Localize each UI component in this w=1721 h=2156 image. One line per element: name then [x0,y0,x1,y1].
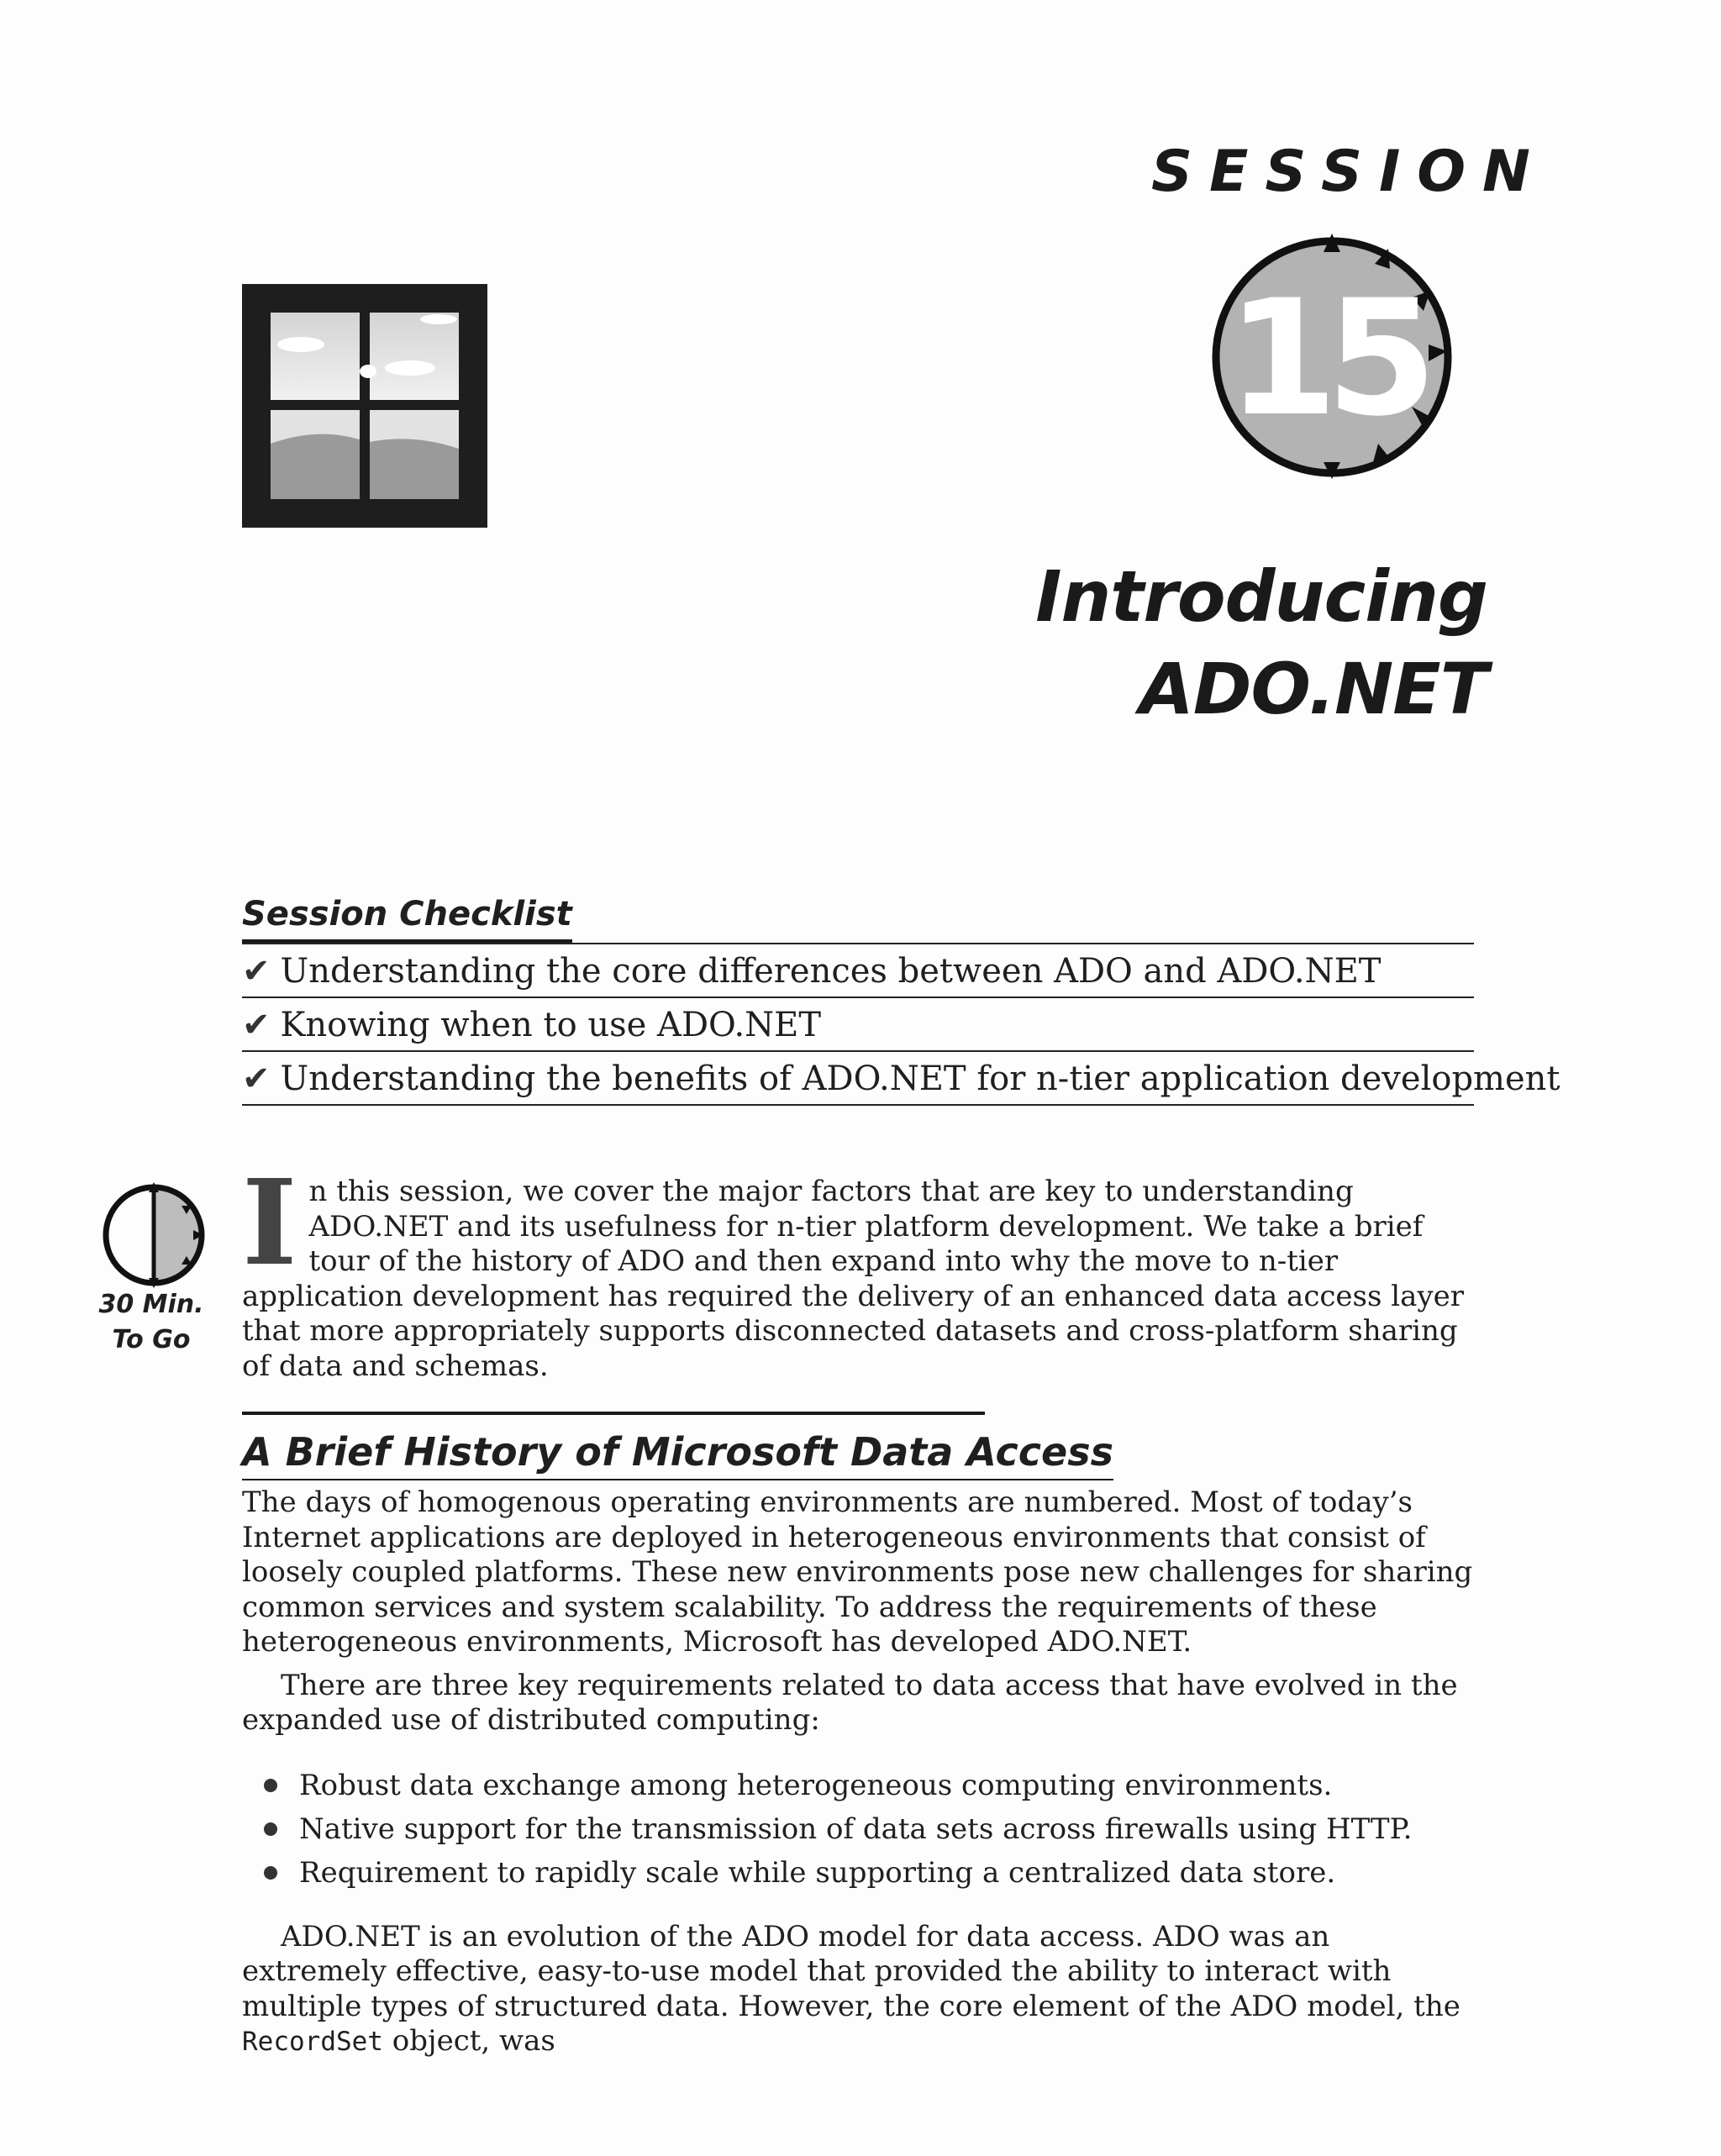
checklist-title: Session Checklist [242,891,572,943]
checklist-item [242,1052,1560,1106]
session-checklist [242,891,1560,1106]
session-label: SESSION [1151,139,1547,205]
list-item: Native support for the transmission of data sets across firewalls using HTTP. [242,1807,1474,1851]
checklist-item-text: Knowing when to use ADO.NET [280,1006,822,1044]
body-paragraph-3 [242,1920,1474,2060]
body-paragraph-2: There are three key requirements related to data access that have evolved in the expanded use of distributed computing: [242,1668,1458,1737]
list-item: Robust data exchange among heterogeneous computing environments. [242,1764,1474,1807]
checkmark-icon: ✔ [242,952,271,991]
session-number: 15 [1226,266,1426,451]
checkmark-icon: ✔ [242,1060,271,1098]
session-number-badge [1202,227,1462,487]
body-paragraph-3-text: ADO.NET is an evolution of the ADO model for data access. ADO was an extremely effective, easy-to-use model that provided the ability to interact with multiple types of structured data. However, the core element of the ADO model, the [242,1919,1460,2023]
list-item: Requirement to rapidly scale while supporting a centralized data store. [242,1851,1474,1895]
intro-text: n this session, we cover the major factors that are key to understanding ADO.NET and its usefulness for n-tier platform development. We take a brief tour of the history of ADO and then expand into why the move to n-tier application development has required the delivery of an enhanced data access layer that more appropriately supports disconnected datasets and cross-platform sharing of data and schemas. [242,1175,1464,1383]
checklist-items [242,943,1560,1106]
time-remaining-line-1: 30 Min. [98,1290,204,1319]
code-recordset: RecordSet [242,2027,383,2057]
section-heading: A Brief History of Microsoft Data Access [242,1415,1113,1480]
body-paragraph-1: The days of homogenous operating environments are numbered. Most of today’s Internet applications are deployed in heterogeneous environments that consist of loosely coupled platforms. These new environments pose new challenges for sharing common services and system scalability. To address the requirements of these heterogeneous environments, Microsoft has developed ADO.NET. [242,1486,1473,1659]
checkmark-icon: ✔ [242,1006,271,1044]
section-heading-block [242,1412,1113,1480]
checklist-item-text: Understanding the benefits of ADO.NET for n-tier application development [280,1060,1560,1098]
time-remaining-label [92,1287,210,1358]
chapter-title: Introducing ADO.NET [1035,555,1487,730]
body-paragraph-3-end: object, was [382,2024,555,2058]
intro-paragraph [242,1154,1474,1384]
timer-icon [99,1181,208,1290]
drop-cap: I [242,1154,297,1292]
checklist-item-text: Understanding the core differences between ADO and ADO.NET [280,952,1382,991]
checklist-item [242,944,1474,998]
window-icon [242,284,487,528]
time-remaining-line-2: To Go [112,1325,191,1354]
requirements-list [242,1764,1474,1895]
checklist-item [242,998,1474,1052]
section-body [242,1486,1474,2060]
